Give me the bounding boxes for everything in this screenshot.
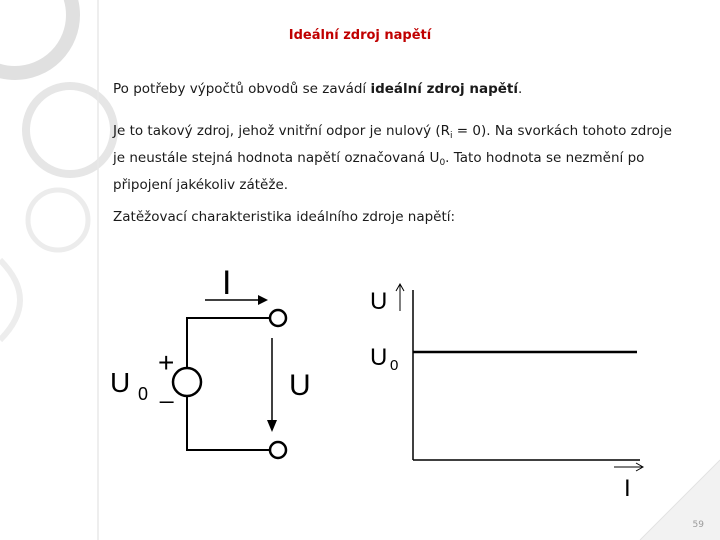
- voltage-arrow-head: [267, 420, 277, 432]
- circuit-wire-top: [187, 318, 270, 368]
- definition-text-b: = 0). Na svorkách tohoto zdroje je neustále stejná hodnota napětí označovaná U: [113, 123, 672, 166]
- circuit-wire-bottom: [187, 396, 270, 450]
- circuit-diagram: [173, 295, 286, 458]
- characteristic-caption: Zatěžovací charakteristika ideálního zdroje napětí:: [113, 209, 456, 225]
- intro-end: .: [518, 81, 523, 97]
- graph-level-label: U: [370, 344, 388, 371]
- slide-title: Ideální zdroj napětí: [288, 28, 432, 43]
- intro-text: Po potřeby výpočtů obvodů se zavádí: [113, 81, 371, 97]
- graph-level-subscript: 0: [390, 357, 399, 374]
- intro-emphasis: ideální zdroj napětí: [370, 81, 519, 97]
- plus-sign: +: [158, 347, 175, 378]
- source-label: U: [110, 367, 131, 398]
- current-label: I: [222, 264, 232, 302]
- graph-x-label: I: [624, 475, 631, 502]
- graph-y-label: U: [370, 288, 388, 315]
- definition-text-c: . Tato hodnota se nezmění po připojení jakékoliv zátěže.: [113, 150, 645, 193]
- page-number: 59: [692, 520, 704, 530]
- definition-text-a: Je to takový zdroj, jehož vnitřní odpor je nulový (R: [113, 123, 450, 139]
- source-label-subscript: 0: [138, 384, 149, 404]
- load-characteristic-graph: [396, 284, 643, 471]
- terminal-top: [270, 310, 286, 326]
- voltage-source-symbol: [173, 368, 201, 396]
- voltage-label: U: [289, 369, 311, 402]
- minus-sign: _: [160, 377, 174, 404]
- definition-sub-i: i: [450, 131, 453, 141]
- current-arrow-head: [258, 295, 268, 305]
- definition-sub-0: 0: [439, 158, 446, 168]
- terminal-bottom: [270, 442, 286, 458]
